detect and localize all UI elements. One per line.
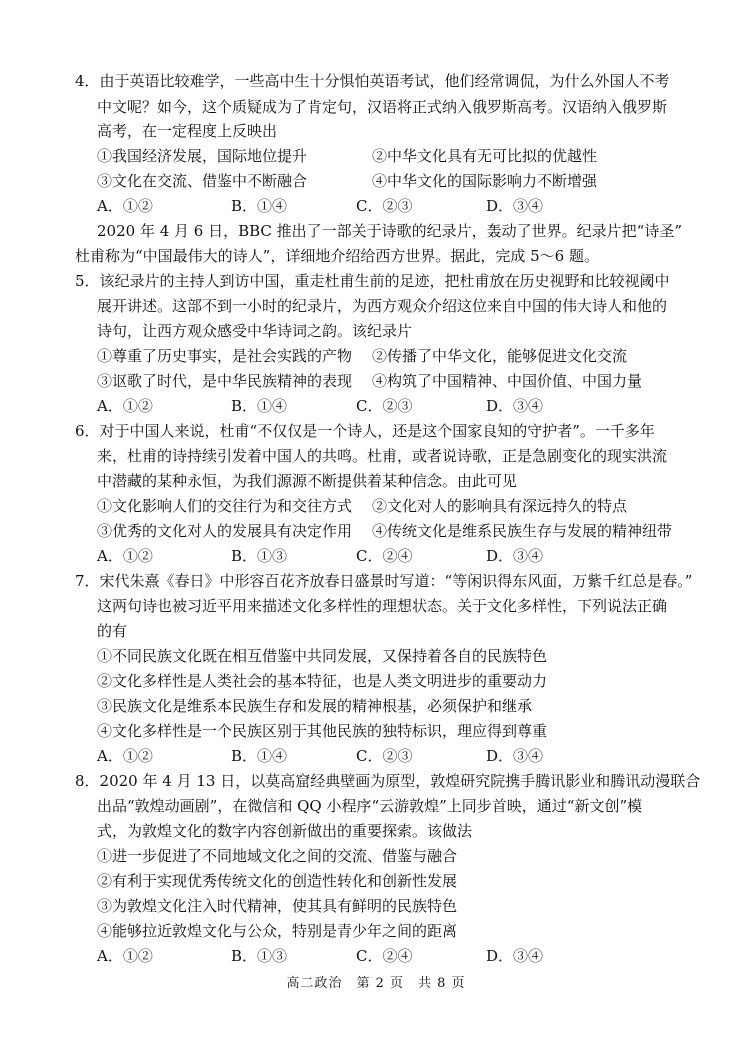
q6-stmt-1: ①文化影响人们的交往行为和交往方式	[97, 497, 353, 515]
q4-choice-a: A．①②	[97, 197, 153, 215]
q8-stmt-1: ①进一步促进了不同地域文化之间的交流、借鉴与融合	[97, 847, 458, 865]
q7-line-2: 这两句诗也被习近平用来描述文化多样性的理想状态。关于文化多样性，下列说法正确	[97, 597, 668, 615]
q4-line-2: 中文呢？如今，这个质疑成为了肯定句，汉语将正式纳入俄罗斯高考。汉语纳入俄罗斯	[97, 98, 668, 116]
q4-stmt-4: ④中华文化的国际影响力不断增强	[372, 172, 598, 190]
q6-choice-c: C．②④	[356, 547, 413, 565]
q7-choice-c: C．②③	[356, 747, 413, 765]
q4-line-1: 4．由于英语比较难学，一些高中生十分惧怕英语考试，他们经常调侃，为什么外国人不考	[75, 72, 670, 90]
q4-stmt-1: ①我国经济发展，国际地位提升	[97, 147, 308, 165]
q7-choice-a: A．①②	[97, 747, 153, 765]
q8-choice-c: C．②④	[356, 947, 413, 965]
q7-stmt-2: ②文化多样性是人类社会的基本特征，也是人类文明进步的重要动力	[97, 672, 548, 690]
q5-choice-b: B．①④	[231, 397, 288, 415]
q4-choice-d: D．③④	[486, 197, 544, 215]
q6-stmt-2: ②文化对人的影响具有深远持久的特点	[372, 497, 628, 515]
q6-line-3: 中潜藏的某种永恒，为我们源源不断提供着某种信念。由此可见	[97, 472, 518, 490]
q5-choice-a: A．①②	[97, 397, 153, 415]
q5-line-3: 诗句，让西方观众感受中华诗词之韵。该纪录片	[97, 322, 413, 340]
q6-choice-a: A．①②	[97, 547, 153, 565]
q8-line-1: 8．2020 年 4 月 13 日，以莫高窟经典壁画为原型，敦煌研究院携手腾讯影业和腾讯动漫联合	[75, 772, 701, 790]
q5-choice-c: C．②③	[356, 397, 413, 415]
q4-line-3: 高考，在一定程度上反映出	[97, 122, 278, 140]
q8-stmt-4: ④能够拉近敦煌文化与公众，特别是青少年之间的距离	[97, 922, 458, 940]
q6-line-2: 来，杜甫的诗持续引发着中国人的共鸣。杜甫，或者说诗歌，正是急剧变化的现实洪流	[97, 447, 668, 465]
q5-line-1: 5．该纪录片的主持人到访中国，重走杜甫生前的足迹，把杜甫放在历史视野和比较视阈中	[75, 272, 670, 290]
q6-line-1: 6．对于中国人来说，杜甫“不仅仅是一个诗人，还是这个国家良知的守护者”。一千多年	[75, 422, 655, 440]
q7-choice-b: B．①④	[231, 747, 288, 765]
intro-line-1: 2020 年 4 月 6 日，BBC 推出了一部关于诗歌的纪录片，轰动了世界。纪录片把“诗圣”	[97, 222, 683, 240]
q8-choice-a: A．①②	[97, 947, 153, 965]
q7-line-1: 7．宋代朱熹《春日》中形容百花齐放春日盛景时写道：“等闲识得东风面，万紫千红总是春。”	[75, 572, 693, 590]
q8-stmt-3: ③为敦煌文化注入时代精神，使其具有鲜明的民族特色	[97, 897, 458, 915]
intro-line-2: 杜甫称为“中国最伟大的诗人”，详细地介绍给西方世界。据此，完成 5～6 题。	[75, 247, 599, 265]
q6-choice-b: B．①③	[231, 547, 288, 565]
q8-stmt-2: ②有利于实现优秀传统文化的创造性转化和创新性发展	[97, 872, 458, 890]
q8-choice-b: B．①③	[231, 947, 288, 965]
q4-choice-b: B．①④	[231, 197, 288, 215]
q7-stmt-3: ③民族文化是维系本民族生存和发展的精神根基，必须保护和继承	[97, 697, 533, 715]
q6-stmt-4: ④传统文化是维系民族生存与发展的精神纽带	[372, 522, 673, 540]
q5-stmt-2: ②传播了中华文化，能够促进文化交流	[372, 347, 628, 365]
q4-stmt-2: ②中华文化具有无可比拟的优越性	[372, 147, 598, 165]
q7-stmt-4: ④文化多样性是一个民族区别于其他民族的独特标识，理应得到尊重	[97, 722, 548, 740]
q7-line-3: 的有	[97, 622, 128, 640]
q5-stmt-3: ③讴歌了时代，是中华民族精神的表现	[97, 372, 353, 390]
q8-choice-d: D．③④	[486, 947, 544, 965]
q5-choice-d: D．③④	[486, 397, 544, 415]
q6-stmt-3: ③优秀的文化对人的发展具有决定作用	[97, 522, 353, 540]
q5-stmt-1: ①尊重了历史事实，是社会实践的产物	[97, 347, 353, 365]
q7-stmt-1: ①不同民族文化既在相互借鉴中共同发展，又保持着各自的民族特色	[97, 647, 548, 665]
q8-line-3: 式，为敦煌文化的数字内容创新做出的重要探索。该做法	[97, 822, 473, 840]
q4-stmt-3: ③文化在交流、借鉴中不断融合	[97, 172, 308, 190]
q5-stmt-4: ④构筑了中国精神、中国价值、中国力量	[372, 372, 643, 390]
q5-line-2: 展开讲述。这部不到一小时的纪录片，为西方观众介绍这位来自中国的伟大诗人和他的	[97, 297, 668, 315]
q8-line-2: 出品“敦煌动画剧”，在微信和 QQ 小程序“云游敦煌”上同步首映，通过“新文创”模	[97, 797, 643, 815]
q6-choice-d: D．③④	[486, 547, 544, 565]
q7-choice-d: D．③④	[486, 747, 544, 765]
page-footer: 高二政治 第 2 页 共 8 页	[286, 976, 466, 991]
q4-choice-c: C．②③	[356, 197, 413, 215]
